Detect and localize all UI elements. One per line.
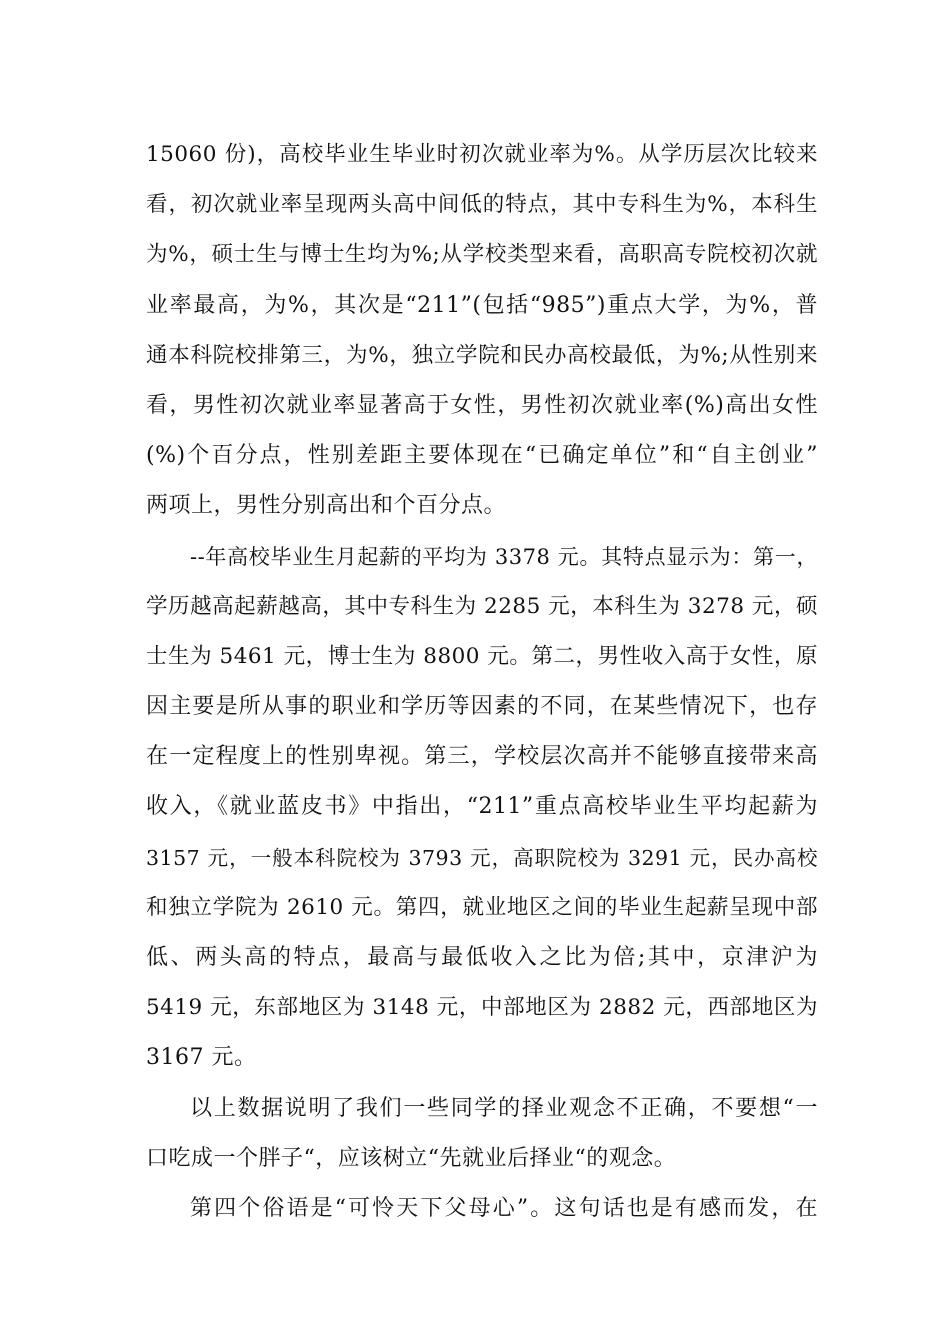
text-line: 学历越高起薪越高，其中专科生为 2285 元，本科生为 3278 元，硕 <box>146 593 818 619</box>
text-line: 收入，《就业蓝皮书》中指出，“211”重点高校毕业生平均起薪为 <box>146 794 818 820</box>
text-line: 两项上，男性分别高出和个百分点。 <box>146 493 507 519</box>
paragraph-career-attitude <box>146 1084 818 1184</box>
text-line: 3167 元。 <box>146 1045 257 1071</box>
text-line: 第四个俗语是“可怜天下父母心”。这句话也是有感而发，在 <box>190 1195 818 1221</box>
paragraph-employment-rate <box>146 130 818 532</box>
text-line: 口吃成一个胖子“，应该树立“先就业后择业“的观念。 <box>146 1145 677 1171</box>
text-line: 看，男性初次就业率显著高于女性，男性初次就业率(%)高出女性 <box>146 392 818 418</box>
text-line: 3157 元，一般本科院校为 3793 元，高职院校为 3291 元，民办高校 <box>146 845 818 870</box>
text-line: 为%，硕士生与博士生均为%;从学校类型来看，高职高专院校初次就 <box>146 242 818 268</box>
text-line: 15060 份)，高校毕业生毕业时初次就业率为%。从学历层次比较来 <box>146 142 818 167</box>
text-line: 和独立学院为 2610 元。第四，就业地区之间的毕业生起薪呈现中部 <box>146 894 818 920</box>
paragraph-starting-salary <box>146 532 818 1084</box>
document-body <box>146 130 818 1234</box>
text-line: 以上数据说明了我们一些同学的择业观念不正确，不要想“一 <box>190 1095 818 1121</box>
text-line: (%)个百分点，性别差距主要体现在“已确定单位”和“自主创业” <box>146 443 818 469</box>
paragraph-fourth-proverb <box>146 1184 818 1234</box>
text-line: --年高校毕业生月起薪的平均为 3378 元。其特点显示为：第一， <box>190 544 818 569</box>
text-line: 5419 元，东部地区为 3148 元，中部地区为 2882 元，西部地区为 <box>146 995 818 1021</box>
text-line: 因主要是所从事的职业和学历等因素的不同，在某些情况下，也存 <box>146 694 818 720</box>
text-line: 看，初次就业率呈现两头高中间低的特点，其中专科生为%，本科生 <box>146 192 818 218</box>
text-line: 在一定程度上的性别卑视。第三，学校层次高并不能够直接带来高 <box>146 744 818 770</box>
text-line: 通本科院校排第三，为%，独立学院和民办高校最低，为%;从性别来 <box>146 342 818 368</box>
text-line: 士生为 5461 元，博士生为 8800 元。第二，男性收入高于女性，原 <box>146 643 818 669</box>
text-line: 低、两头高的特点，最高与最低收入之比为倍;其中，京津沪为 <box>146 945 818 970</box>
text-line: 业率最高，为%，其次是“211”(包括“985”)重点大学，为%，普 <box>146 292 818 318</box>
